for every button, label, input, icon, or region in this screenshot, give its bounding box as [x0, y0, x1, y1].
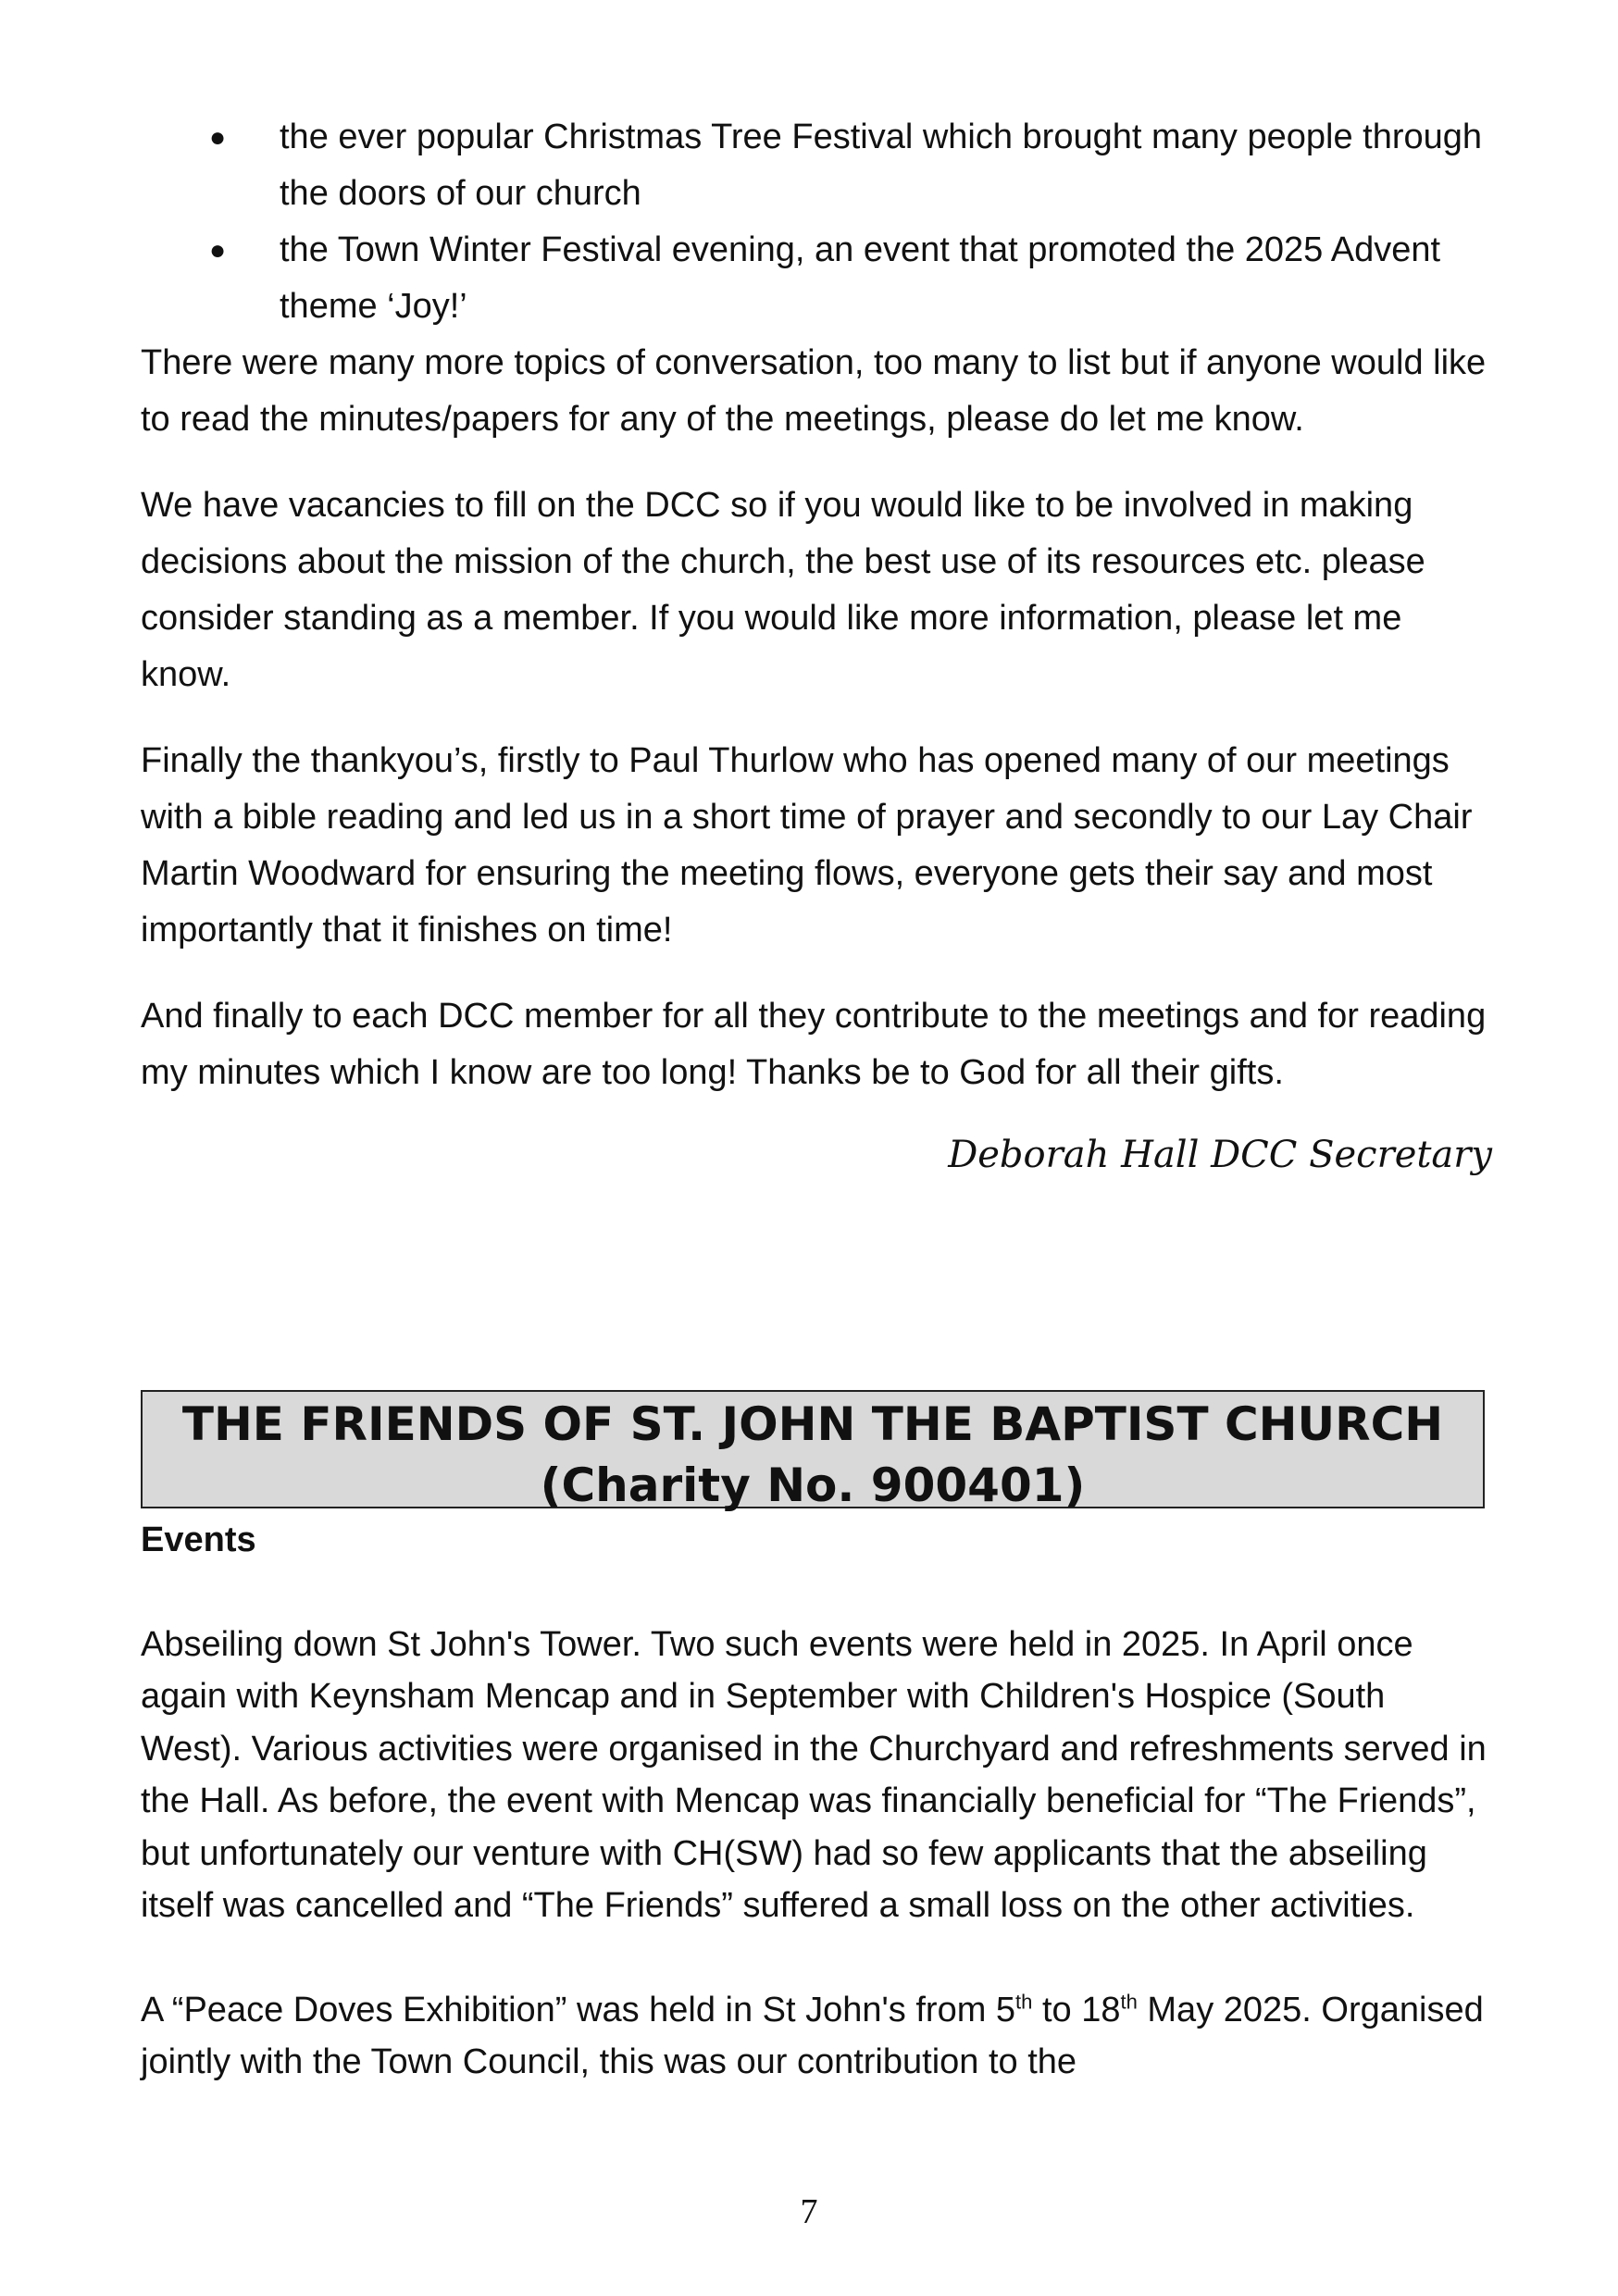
section-title: THE FRIENDS OF ST. JOHN THE BAPTIST CHURCH	[181, 1397, 1444, 1451]
paragraph: And finally to each DCC member for all they contribute to the meetings and for reading my minutes which I know are too long! Thanks be to God for all their gifts.	[141, 997, 1487, 1092]
friends-section-content	[141, 1514, 1492, 2089]
bullet-icon: ●	[209, 122, 227, 153]
section-subtitle: (Charity No. 900401)	[540, 1458, 1086, 1512]
bullet-icon: ●	[209, 235, 227, 266]
events-paragraph: Abseiling down St John's Tower. Two such events were held in 2025. In April once again with Keynsham Mencap and in September with Children's Hospice (South West). Various activities were organised in the Churchyard and refreshments served in the Hall. As before, the event with Mencap was financially beneficial for “The Friends”, but unfortunately our venture with CH(SW) had so few applicants that the abseiling itself was cancelled and “The Friends” suffered a small loss on the other activities.	[141, 1624, 1487, 1925]
bullet-text: the Town Winter Festival evening, an event that promoted the 2025 Advent theme ‘Joy!’	[280, 230, 1441, 326]
peace-doves-paragraph: A “Peace Doves Exhibition” was held in St John's from 5th to 18th May 2025. Organised jointly with the Town Council, this was our contribution to the	[141, 1989, 1484, 2081]
paragraph: We have vacancies to fill on the DCC so if you would like to be involved in making decisions about the mission of the church, the best use of its resources etc. please consider standing as a member. If you would like more information, please let me know.	[141, 486, 1425, 694]
events-heading: Events	[141, 1520, 256, 1559]
bullet-list	[141, 109, 1492, 335]
section-title-box	[141, 1390, 1485, 1512]
paragraph: There were many more topics of conversation, too many to list but if anyone would like to read the minutes/papers for any of the meetings, please do let me know.	[141, 343, 1487, 439]
bullet-item	[141, 222, 1492, 335]
bullet-text: the ever popular Christmas Tree Festival which brought many people through the doors of our church	[280, 118, 1483, 213]
page-number: 7	[800, 2192, 818, 2231]
dcc-report-continuation	[141, 109, 1492, 1184]
bullet-item	[141, 109, 1492, 222]
paragraph: Finally the thankyou’s, firstly to Paul Thurlow who has opened many of our meetings with a bible reading and led us in a short time of prayer and secondly to our Lay Chair Martin Woodward for ensuring the meeting flows, everyone gets their say and most importantly that it finishes on time!	[141, 741, 1473, 949]
signature: Deborah Hall DCC Secretary	[948, 1134, 1492, 1176]
